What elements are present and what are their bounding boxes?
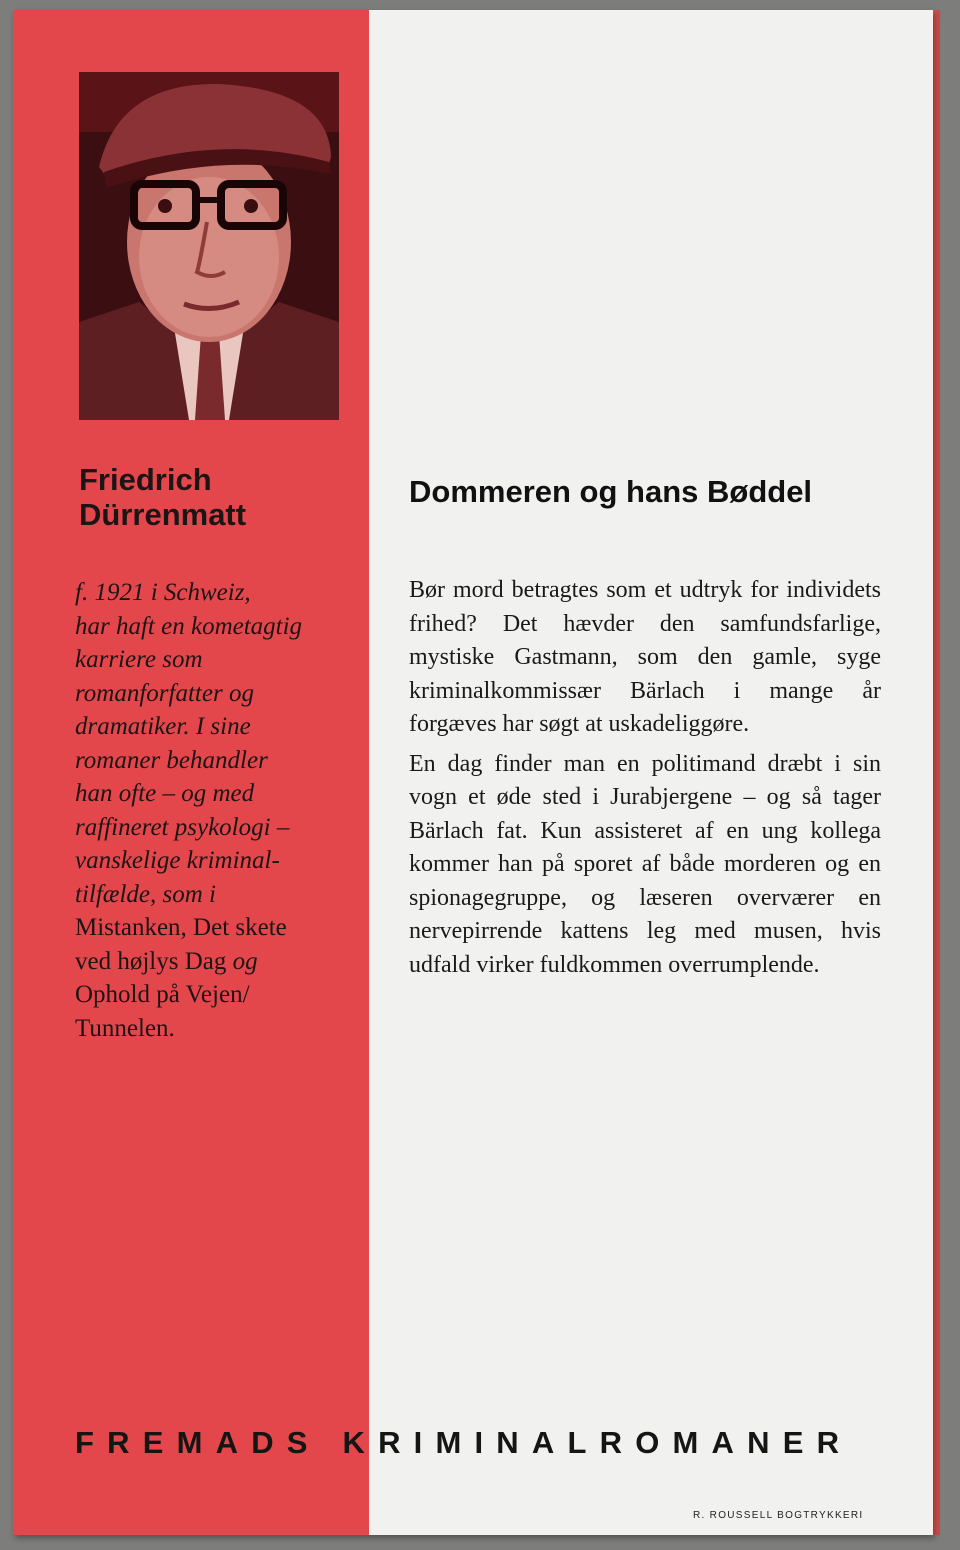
book-back-cover: [13, 10, 933, 1535]
author-photo: [79, 72, 339, 420]
bio-line: raffineret psykologi –: [75, 813, 290, 841]
bio-book-title: ved højlys Dag: [75, 947, 227, 975]
author-last-name: Dürrenmatt: [79, 497, 247, 532]
book-title: Dommeren og hans Bøddel: [409, 474, 813, 509]
book-blurb: [409, 574, 881, 988]
bio-conjunction: og: [232, 947, 258, 975]
bio-line: vanskelige kriminal-: [75, 847, 280, 874]
bio-line: har haft en kometagtig: [75, 612, 303, 640]
bio-line: [75, 945, 365, 979]
series-name: FREMADS KRIMINALROMANER: [75, 1425, 853, 1460]
author-first-name: Friedrich: [79, 462, 212, 497]
author-name: [79, 462, 359, 532]
red-author-panel: [13, 10, 369, 1535]
printer-imprint: R. ROUSSELL BOGTRYKKERI: [693, 1510, 864, 1521]
blurb-paragraph: Bør mord betragtes som et udtryk for individets frihed? Det hævder den samfundsfarlige, mystiske Gastmann, som den gamle, syge kriminalkommissær Bärlach i mange år forgæves har søgt at uskadeliggøre.: [409, 577, 881, 737]
bio-line: han ofte – og med: [75, 780, 255, 807]
bio-line: karriere som: [75, 646, 203, 673]
author-portrait-illustration: [79, 72, 339, 420]
author-bio: [75, 576, 365, 1045]
bio-line: dramatiker. I sine: [75, 713, 251, 740]
bio-line: romanforfatter og: [75, 679, 254, 707]
blurb-paragraph: En dag finder man en politimand dræbt i sin vogn et øde sted i Jurabjergene – og så tager Bärlach fat. Kun assisteret af en ung kollega kommer han på sporet af både morderen og en spionagegruppe, og læseren overværer en nervepirrende kattens leg med musen, hvis udfald virker fuldkommen overrumplende.: [409, 750, 881, 978]
bio-line: Ophold på Vejen/: [75, 981, 250, 1008]
bio-line: Tunnelen.: [75, 1014, 175, 1042]
bio-line: romaner behandler: [75, 746, 268, 774]
bio-line: tilfælde, som i: [75, 880, 216, 908]
bio-line: Mistanken, Det skete: [75, 914, 287, 941]
bio-line: f. 1921 i Schweiz,: [75, 579, 251, 606]
